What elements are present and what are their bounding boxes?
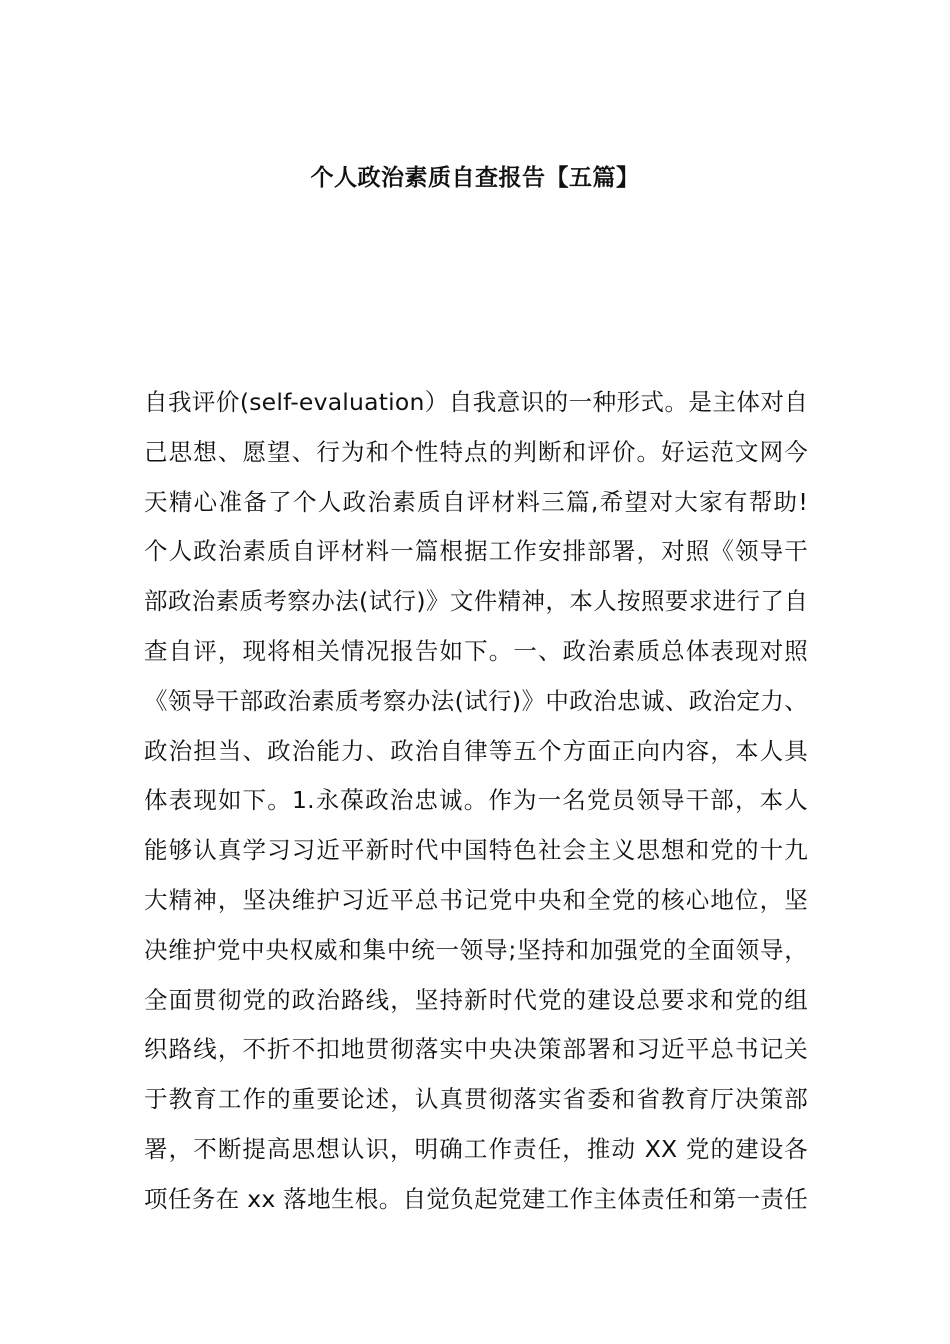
body-line: 能够认真学习习近平新时代中国特色社会主义思想和党的十九 [144, 836, 808, 865]
body-line: 体表现如下。1.永葆政治忠诚。作为一名党员领导干部，本人 [144, 786, 808, 815]
document-body [144, 378, 808, 1225]
body-line: 全面贯彻党的政治路线，坚持新时代党的建设总要求和党的组 [144, 985, 808, 1014]
body-line: 天精心准备了个人政治素质自评材料三篇,希望对大家有帮助! [144, 487, 808, 516]
body-line: 政治担当、政治能力、政治自律等五个方面正向内容，本人具 [144, 736, 808, 765]
body-line: 查自评，现将相关情况报告如下。一、政治素质总体表现对照 [144, 636, 808, 665]
body-line: 大精神，坚决维护习近平总书记党中央和全党的核心地位，坚 [144, 885, 808, 914]
body-line: 署，不断提高思想认识，明确工作责任，推动 XX 党的建设各 [144, 1134, 808, 1163]
body-line: 己思想、愿望、行为和个性特点的判断和评价。好运范文网今 [144, 437, 808, 466]
body-line: 项任务在 xx 落地生根。自觉负起党建工作主体责任和第一责任 [144, 1184, 808, 1213]
body-line: 于教育工作的重要论述，认真贯彻落实省委和省教育厅决策部 [144, 1085, 808, 1114]
body-line: 《领导干部政治素质考察办法(试行)》中政治忠诚、政治定力、 [144, 686, 808, 715]
body-line: 织路线，不折不扣地贯彻落实中央决策部署和习近平总书记关 [144, 1035, 808, 1064]
body-line: 决维护党中央权威和集中统一领导;坚持和加强党的全面领导， [144, 935, 808, 964]
body-line: 自我评价(self-evaluation）自我意识的一种形式。是主体对自 [144, 388, 808, 416]
document-title: 个人政治素质自查报告【五篇】 [310, 165, 640, 191]
body-line: 部政治素质考察办法(试行)》文件精神，本人按照要求进行了自 [144, 587, 808, 616]
body-line: 个人政治素质自评材料一篇根据工作安排部署，对照《领导干 [144, 537, 808, 566]
